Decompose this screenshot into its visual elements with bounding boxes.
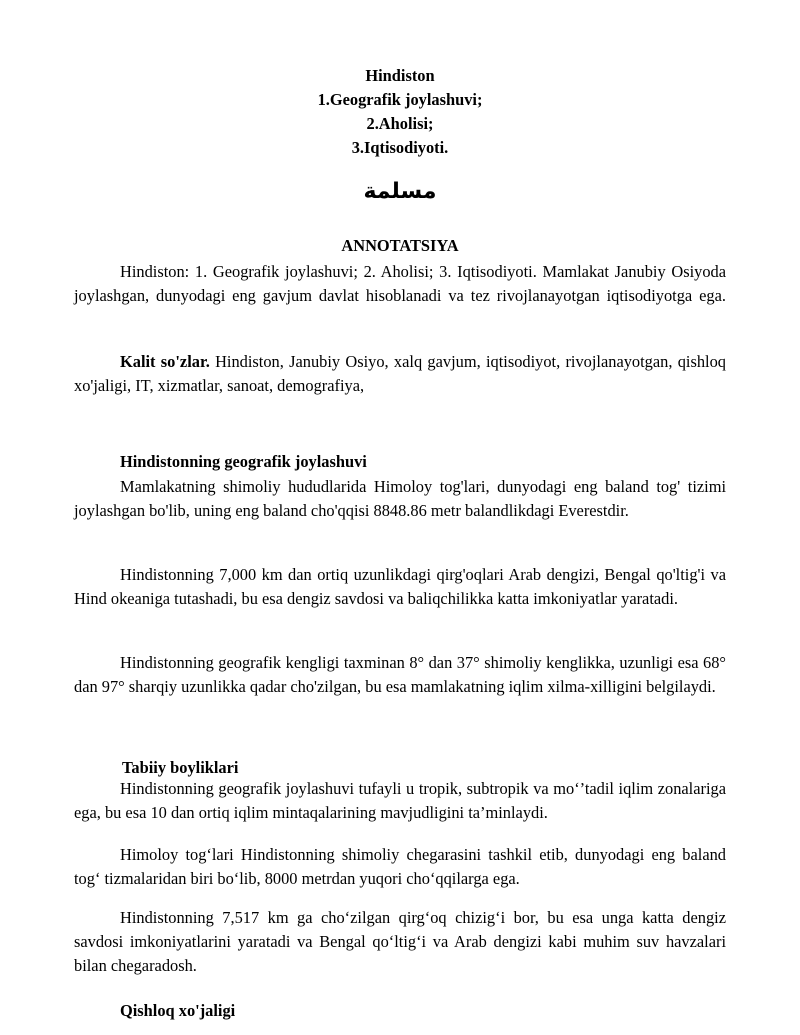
title-item-1: 1.Geografik joylashuvi; (317, 90, 483, 109)
agri-heading: Qishloq xo'jaligi (120, 1001, 236, 1020)
title-item-3: 3.Iqtisodiyoti. (351, 138, 449, 157)
arabic-heading: مسلمة (363, 179, 437, 204)
keywords-text: Hindiston, Janubiy Osiyo, xalq gavjum, iqtisodiyot, rivojlanayotgan, qishloq xo'jaligi, IT, xizmatlar, sanoat, demografiya, (74, 352, 726, 395)
nature-heading: Tabiiy boyliklari (122, 758, 239, 777)
annotation-heading: ANNOTATSIYA (341, 236, 459, 255)
nature-paragraph-1: Hindistonning geografik joylashuvi tufayli u tropik, subtropik va mo‘’tadil iqlim zonalariga ega, bu esa 10 dan ortiq iqlim mintaqalarining mavjudligini ta’minlaydi. (74, 779, 726, 822)
nature-paragraph-2: Himoloy tog‘lari Hindistonning shimoliy chegarasini tashkil etib, dunyodagi eng baland tog‘ tizmalaridan biri bo‘lib, 8000 metrdan yuqori cho‘qqilarga ega. (74, 845, 726, 888)
nature-paragraph-3: Hindistonning 7,517 km ga cho‘zilgan qirg‘oq chizig‘i bor, bu esa unga katta dengiz savdosi imkoniyatlarini yaratadi va Bengal qo‘ltig‘i va Arab dengizi kabi muhim suv havzalari bilan chegaradosh. (74, 908, 726, 975)
annotation-paragraph (74, 260, 726, 308)
title-block (74, 64, 726, 160)
annotation-text: Hindiston: 1. Geografik joylashuvi; 2. Aholisi; 3. Iqtisodiyoti. Mamlakat Janubiy Osiyoda joylashgan, dunyodagi eng gavjum davlat hisoblanadi va tez rivojlanayotgan iqtisodiyotga (74, 262, 726, 305)
keywords-label: Kalit so'zlar. (120, 352, 210, 371)
doc-title: Hindiston (365, 66, 435, 85)
geo-paragraph-3: Hindistonning geografik kengligi taxminan 8° dan 37° shimoliy kenglikka, uzunligi esa 68° dan 97° sharqiy uzunlikka qadar cho'zilgan, bu esa mamlakatning iqlim xilma-xilligini belgilaydi. (74, 653, 726, 696)
keywords-paragraph (74, 350, 726, 398)
geo-paragraph-1: Mamlakatning shimoliy hududlarida Himoloy tog'lari, dunyodagi eng baland tog' tizimi joylashgan bo'lib, uning eng baland cho'qqisi 8848.86 metr balandlikdagi Everestdir. (74, 477, 726, 520)
annotation-text-end: ega. (699, 286, 726, 305)
title-item-2: 2.Aholisi; (366, 114, 434, 133)
geo-heading: Hindistonning geografik joylashuvi (120, 452, 367, 471)
geo-paragraph-2: Hindistonning 7,000 km dan ortiq uzunlikdagi qirg'oqlari Arab dengizi, Bengal qo'ltig'i va Hind okeaniga tutashadi, bu esa dengiz savdosi va baliqchilikka katta imkoniyatlar yaratadi. (74, 565, 726, 608)
